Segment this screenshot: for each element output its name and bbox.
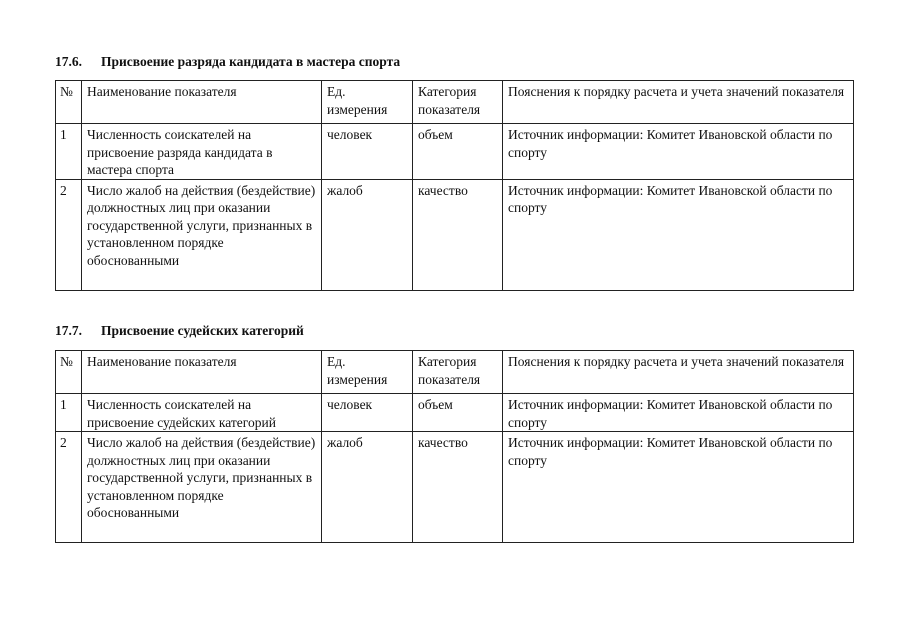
section-heading-17-7 xyxy=(55,323,304,339)
cell-category: объем xyxy=(413,394,503,432)
table-row xyxy=(56,179,854,290)
cell-no: 1 xyxy=(56,124,82,180)
header-no: № xyxy=(56,351,82,394)
cell-name: Число жалоб на действия (бездействие) должностных лиц при оказании государственной услуги, признанных в установленном порядке обоснованными xyxy=(82,432,322,543)
cell-note: Источник информации: Комитет Ивановской области по спорту xyxy=(503,432,854,543)
section-number: 17.7. xyxy=(55,323,82,338)
cell-unit: жалоб xyxy=(322,179,413,290)
cell-category: качество xyxy=(413,179,503,290)
cell-name: Численность соискателей на присвоение судейских категорий xyxy=(82,394,322,432)
table-header-row xyxy=(56,351,854,394)
cell-category: качество xyxy=(413,432,503,543)
section-heading-17-6 xyxy=(55,54,400,70)
header-category: Категория показателя xyxy=(413,351,503,394)
cell-no: 1 xyxy=(56,394,82,432)
cell-note: Источник информации: Комитет Ивановской области по спорту xyxy=(503,394,854,432)
cell-category: объем xyxy=(413,124,503,180)
section-title: Присвоение разряда кандидата в мастера спорта xyxy=(101,54,401,69)
cell-unit: жалоб xyxy=(322,432,413,543)
table-row xyxy=(56,124,854,180)
table-row xyxy=(56,432,854,543)
header-category: Категория показателя xyxy=(413,81,503,124)
cell-no: 2 xyxy=(56,179,82,290)
header-no: № xyxy=(56,81,82,124)
cell-name: Число жалоб на действия (бездействие) должностных лиц при оказании государственной услуги, признанных в установленном порядке обоснованными xyxy=(82,179,322,290)
header-note: Пояснения к порядку расчета и учета значений показателя xyxy=(503,351,854,394)
cell-note: Источник информации: Комитет Ивановской области по спорту xyxy=(503,124,854,180)
header-unit: Ед. измерения xyxy=(322,351,413,394)
header-name: Наименование показателя xyxy=(82,351,322,394)
indicators-table-17-7 xyxy=(55,350,854,543)
section-number: 17.6. xyxy=(55,54,82,69)
cell-unit: человек xyxy=(322,394,413,432)
cell-note: Источник информации: Комитет Ивановской области по спорту xyxy=(503,179,854,290)
cell-name: Численность соискателей на присвоение разряда кандидата в мастера спорта xyxy=(82,124,322,180)
header-note: Пояснения к порядку расчета и учета значений показателя xyxy=(503,81,854,124)
header-unit: Ед. измерения xyxy=(322,81,413,124)
section-title: Присвоение судейских категорий xyxy=(101,323,304,338)
table-row xyxy=(56,394,854,432)
cell-no: 2 xyxy=(56,432,82,543)
cell-unit: человек xyxy=(322,124,413,180)
header-name: Наименование показателя xyxy=(82,81,322,124)
table-header-row xyxy=(56,81,854,124)
indicators-table-17-6 xyxy=(55,80,854,291)
